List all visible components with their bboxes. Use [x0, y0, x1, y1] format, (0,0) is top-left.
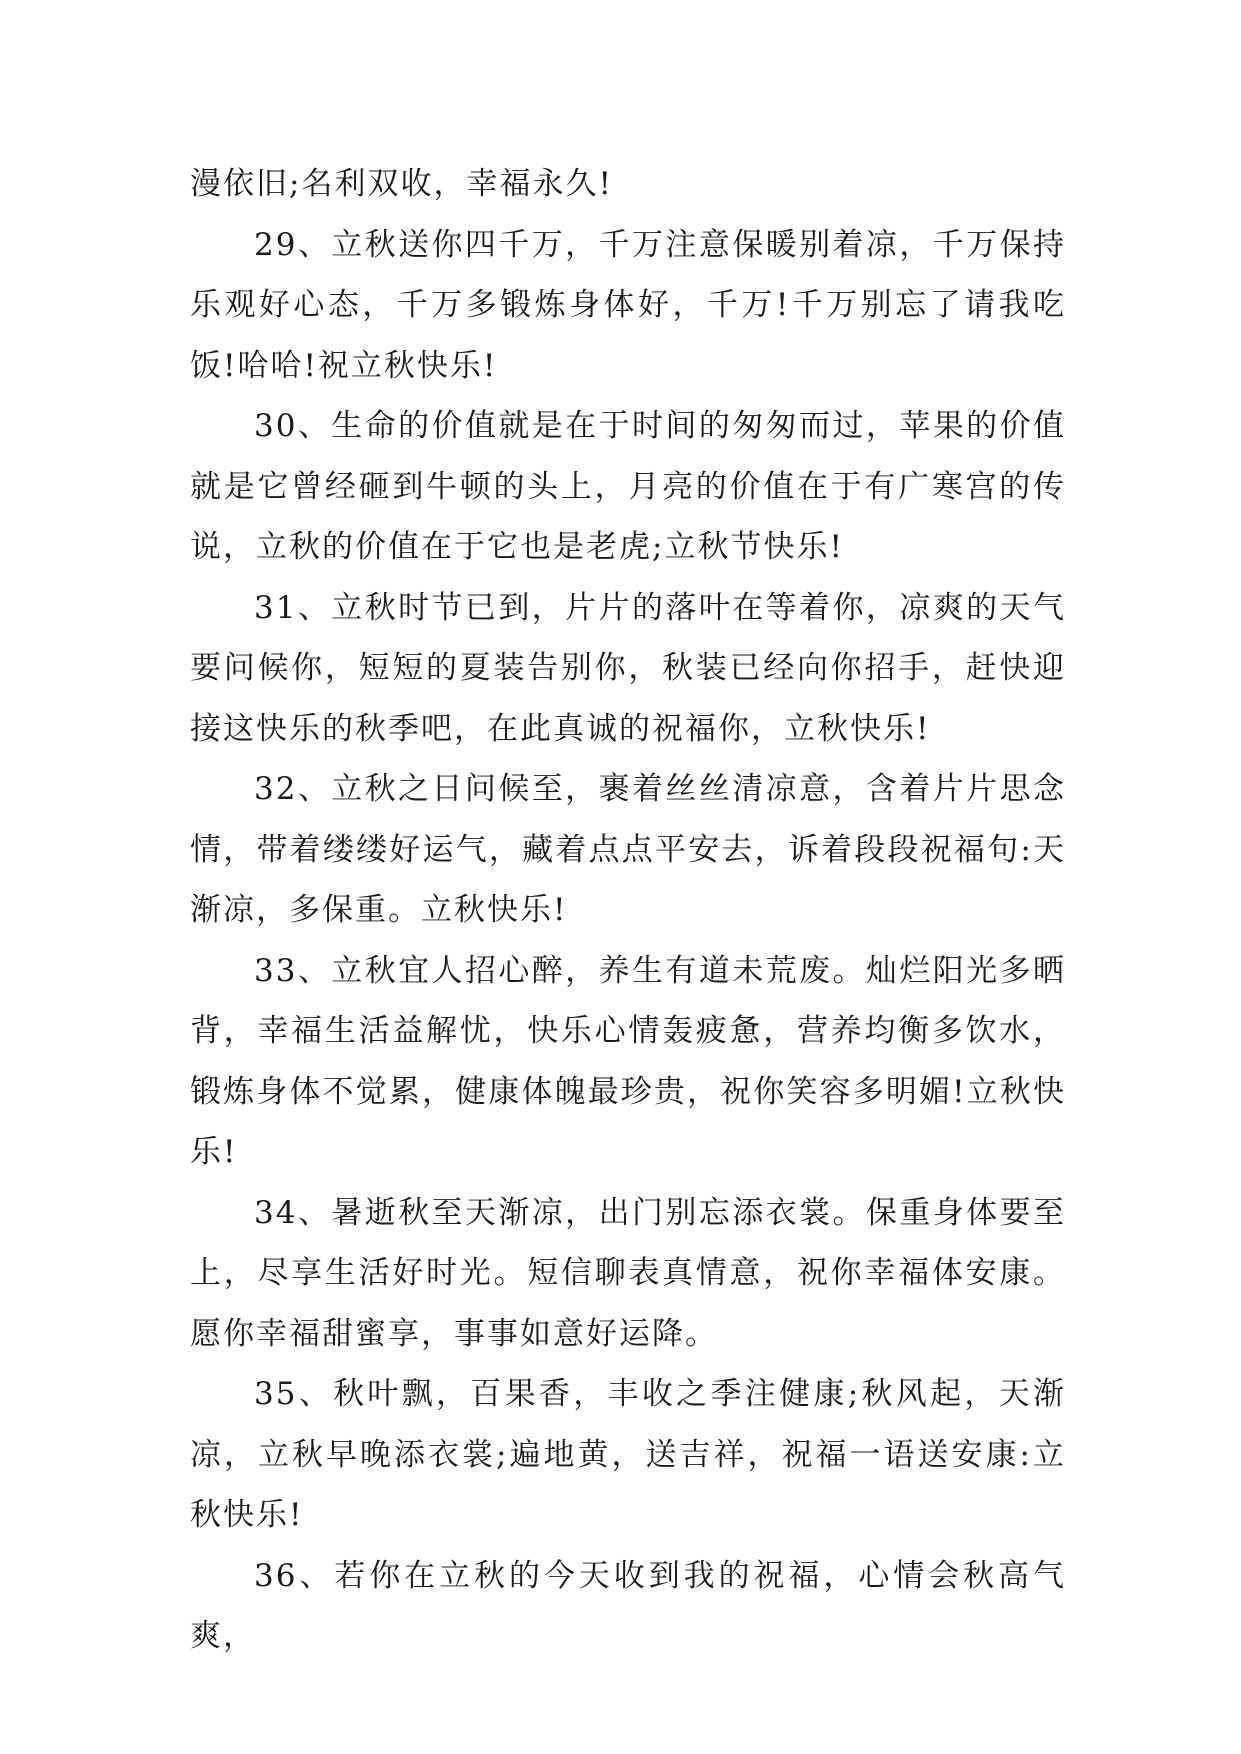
paragraph-35: 35、秋叶飘，百果香，丰收之季注健康;秋风起，天渐凉，立秋早晚添衣裳;遍地黄，送吉祥，祝福一语送安康:立秋快乐! [190, 1376, 1066, 1533]
paragraph-29: 29、立秋送你四千万，千万注意保暖别着凉，千万保持乐观好心态，千万多锻炼身体好，千万!千万别忘了请我吃饭!哈哈!祝立秋快乐! [190, 226, 1066, 384]
document-body [190, 154, 1066, 1667]
paragraph-32: 32、立秋之日问候至，裹着丝丝清凉意，含着片片思念情，带着缕缕好运气，藏着点点平安去，诉着段段祝福句:天渐凉，多保重。立秋快乐! [190, 771, 1066, 928]
paragraph-31: 31、立秋时节已到，片片的落叶在等着你，凉爽的天气要问候你，短短的夏装告别你，秋装已经向你招手，赶快迎接这快乐的秋季吧，在此真诚的祝福你，立秋快乐! [190, 589, 1066, 747]
paragraph-33: 33、立秋宜人招心醉，养生有道未荒废。灿烂阳光多晒背，幸福生活益解忧，快乐心情轰疲惫，营养均衡多饮水，锻炼身体不觉累，健康体魄最珍贵，祝你笑容多明媚!立秋快乐! [190, 952, 1066, 1170]
paragraph-continuation: 漫依旧;名利双收，幸福永久! [190, 166, 613, 202]
paragraph-30: 30、生命的价值就是在于时间的匆匆而过，苹果的价值就是它曾经砸到牛顿的头上，月亮的价值在于有广寒宫的传说，立秋的价值在于它也是老虎;立秋节快乐! [190, 408, 1066, 565]
paragraph-36: 36、若你在立秋的今天收到我的祝福，心情会秋高气爽， [190, 1557, 1066, 1654]
paragraph-34: 34、暑逝秋至天渐凉，出门别忘添衣裳。保重身体要至上，尽享生活好时光。短信聊表真情意，祝你幸福体安康。愿你幸福甜蜜享，事事如意好运降。 [190, 1194, 1066, 1352]
